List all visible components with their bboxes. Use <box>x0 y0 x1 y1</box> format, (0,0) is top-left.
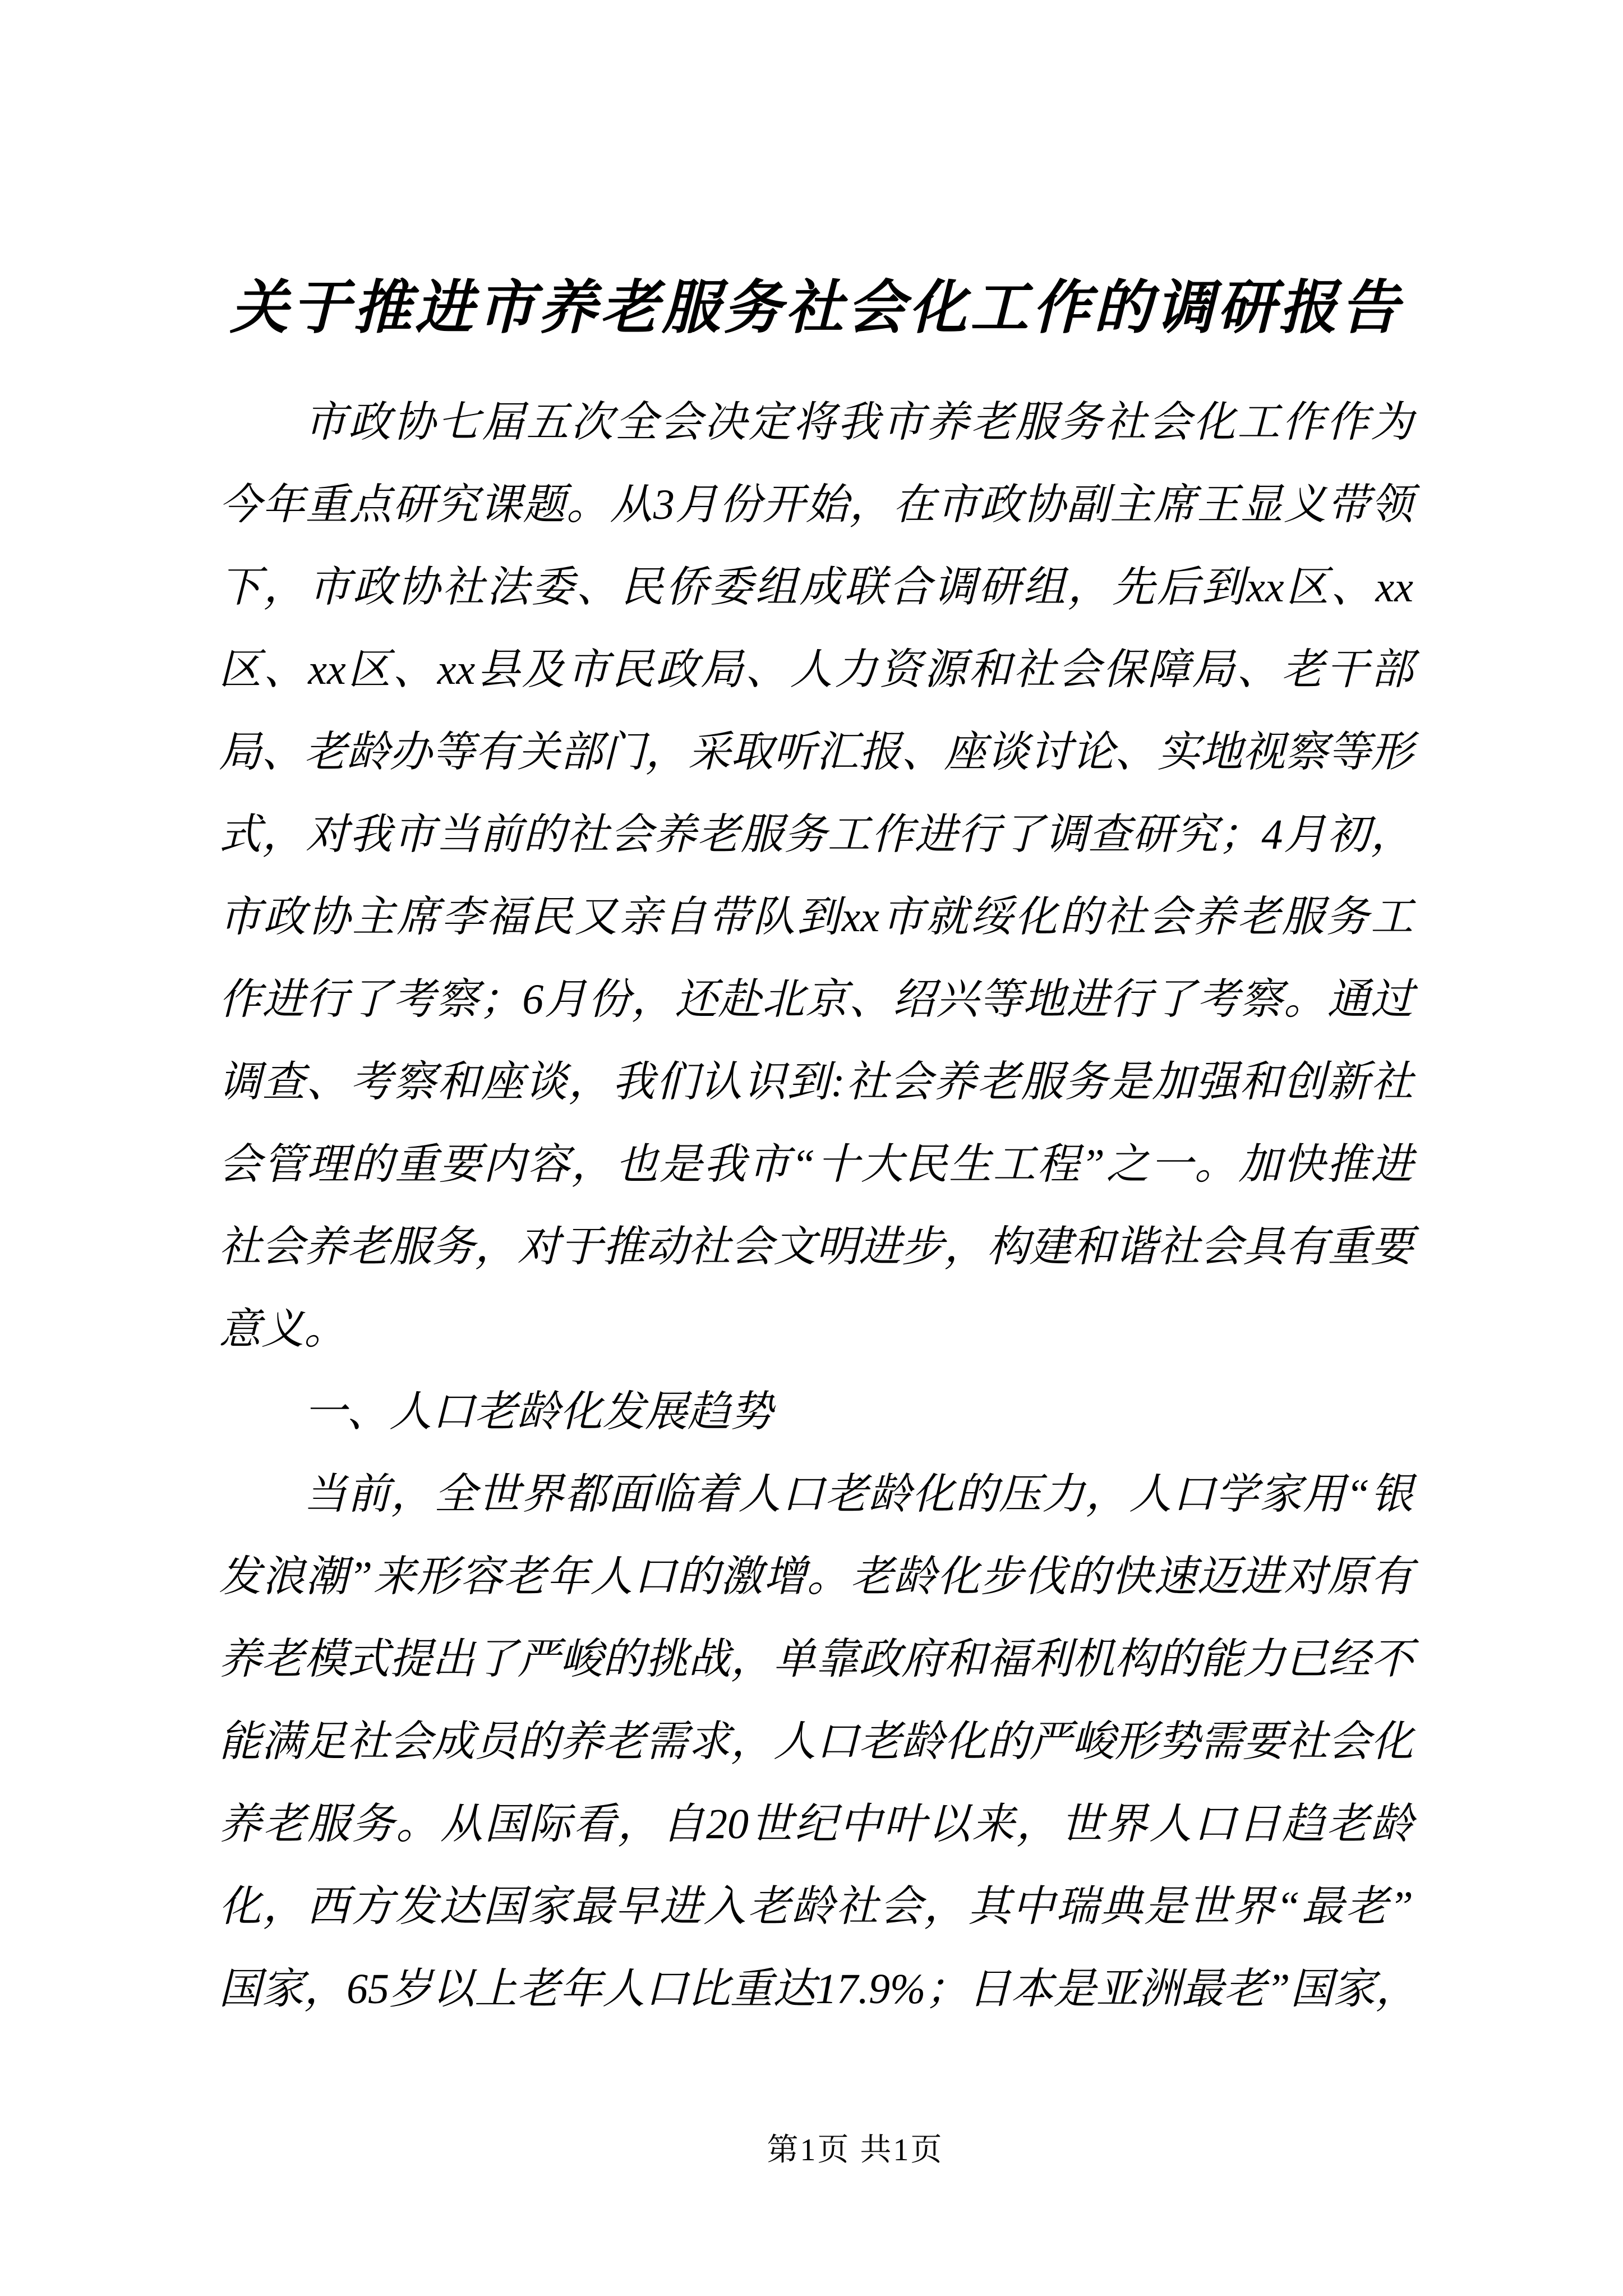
page-footer: 第1页 共1页 <box>767 2133 944 2168</box>
text-line: 能满足社会成员的养老需求，人口老龄化的严峻形势需要社会化 <box>219 1718 1413 1765</box>
text-line: 发浪潮”来形容老年人口的激增。老龄化步伐的快速迈进对原有 <box>219 1553 1413 1600</box>
text-line: 养老服务。从国际看，自20世纪中叶以来，世界人口日趋老龄 <box>219 1801 1413 1848</box>
text-line: 会管理的重要内容，也是我市“十大民生工程”之一。加快推进 <box>219 1141 1413 1188</box>
document-title: 关于推进市养老服务社会化工作的调研报告 <box>229 276 1402 341</box>
text-line: 意义。 <box>219 1306 347 1353</box>
document-content <box>219 264 1418 2031</box>
text-line: 调查、考察和座谈，我们认识到:社会养老服务是加强和创新社 <box>219 1059 1413 1106</box>
text-line: 市政协主席李福民又亲自带队到xx市就绥化的社会养老服务工 <box>219 894 1413 941</box>
text-line: 区、xx区、xx县及市民政局、人力资源和社会保障局、老干部 <box>219 646 1413 693</box>
text-line: 式，对我市当前的社会养老服务工作进行了调查研究；4月初， <box>219 811 1413 858</box>
text-line: 局、老龄办等有关部门，采取听汇报、座谈讨论、实地视察等形 <box>219 729 1413 776</box>
text-line: 养老模式提出了严峻的挑战，单靠政府和福利机构的能力已经不 <box>219 1636 1413 1683</box>
text-line: 社会养老服务，对于推动社会文明进步，构建和谐社会具有重要 <box>219 1223 1413 1271</box>
text-line: 市政协七届五次全会决定将我市养老服务社会化工作作为 <box>304 399 1413 446</box>
text-line: 国家，65岁以上老年人口比重达17.9%；日本是亚洲最老”国家， <box>219 1966 1418 2013</box>
text-line: 化，西方发达国家最早进入老龄社会，其中瑞典是世界“最老” <box>219 1883 1413 1930</box>
text-line: 一、人口老龄化发展趋势 <box>304 1388 773 1435</box>
text-line: 下，市政协社法委、民侨委组成联合调研组，先后到xx区、xx <box>219 564 1413 611</box>
text-line: 今年重点研究课题。从3月份开始，在市政协副主席王显义带领 <box>219 481 1413 528</box>
text-line: 当前，全世界都面临着人口老龄化的压力，人口学家用“银 <box>304 1471 1413 1518</box>
text-line: 作进行了考察；6月份，还赴北京、绍兴等地进行了考察。通过 <box>219 976 1413 1023</box>
document-body <box>219 381 1418 2031</box>
